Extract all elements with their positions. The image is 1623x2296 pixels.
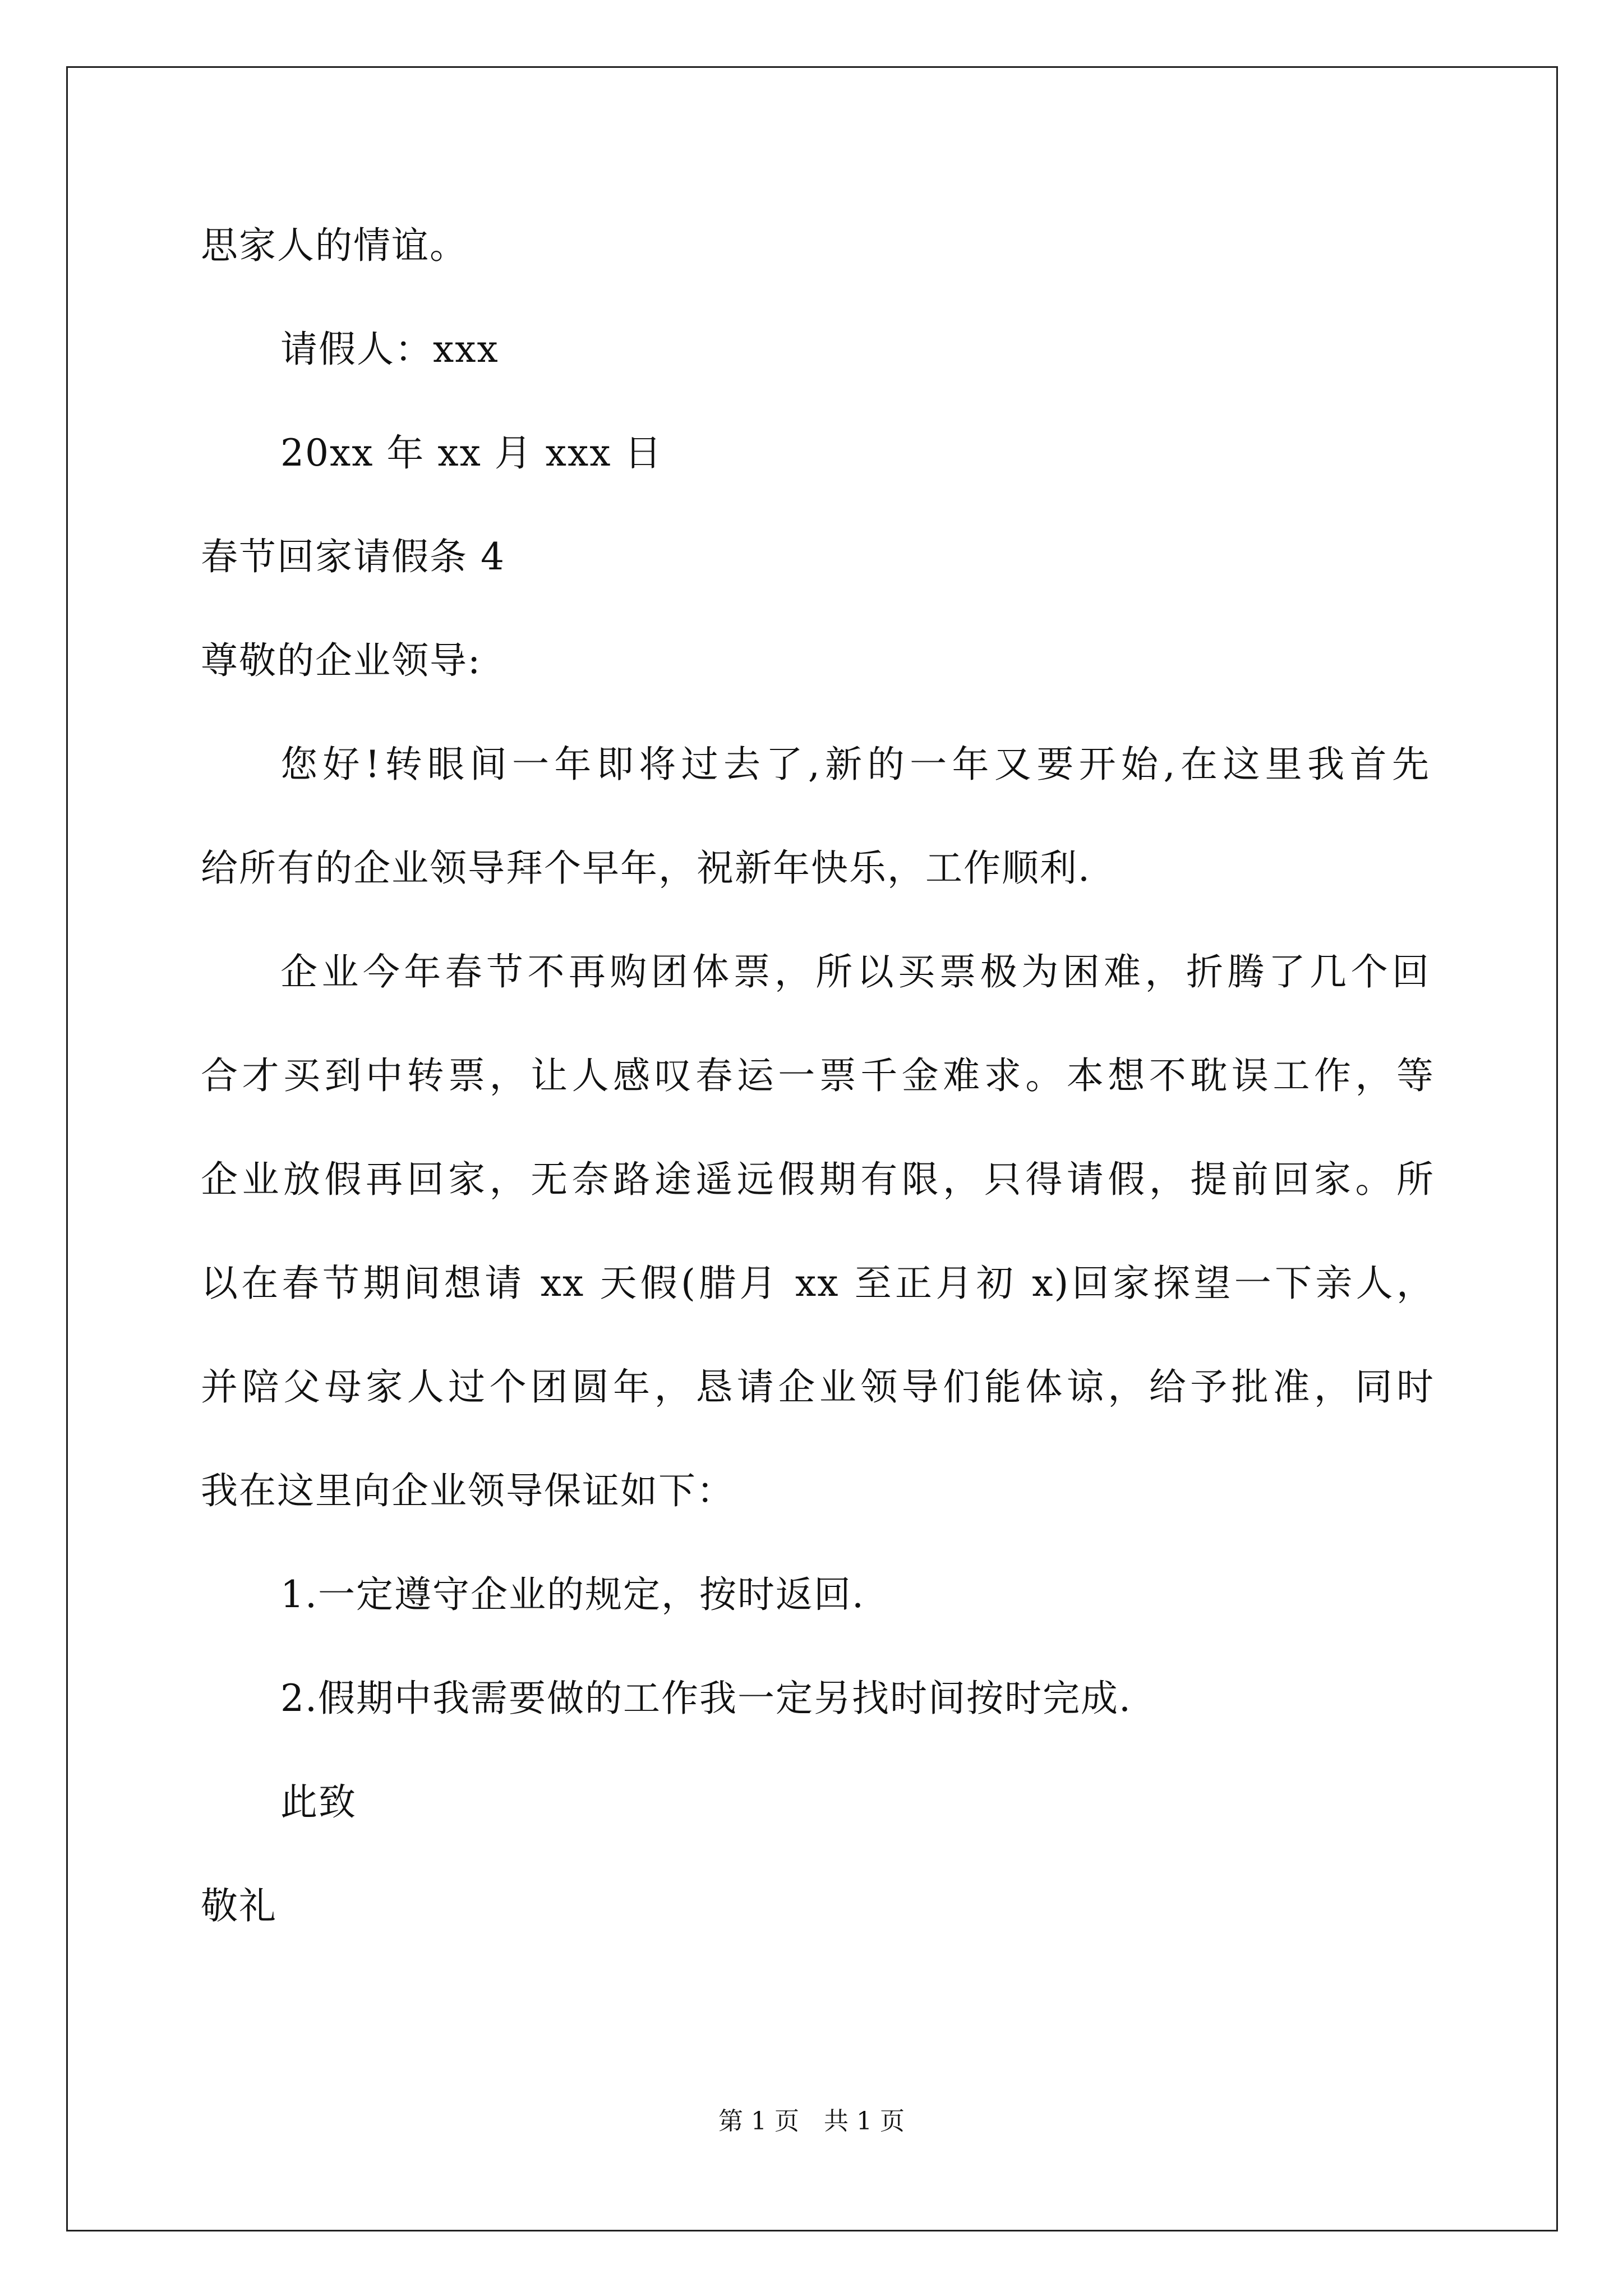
paragraph-2-line-1: 企业今年春节不再购团体票，所以买票极为困难，折腾了几个回: [280, 950, 1430, 993]
paragraph-2-line-6: 我在这里向企业领导保证如下：: [201, 1469, 735, 1512]
date-line: 20xx 年 xx 月 xxx 日: [280, 431, 663, 475]
section-title: 春节回家请假条 4: [201, 535, 505, 578]
closing-cizhi: 此致: [280, 1780, 357, 1824]
paragraph-2-line-3: 企业放假再回家，无奈路途遥远假期有限，只得请假，提前回家。所: [201, 1158, 1435, 1201]
pledge-item-1: 1.一定遵守企业的规定，按时返回.: [280, 1573, 865, 1616]
paragraph-1-line-2: 给所有的企业领导拜个早年，祝新年快乐，工作顺利.: [201, 846, 1091, 890]
page-footer: 第 1 页 共 1 页: [718, 2107, 905, 2136]
leave-applicant-line: 请假人：xxx: [280, 328, 499, 371]
closing-jingli: 敬礼: [201, 1884, 277, 1927]
paragraph-2-line-4: 以在春节期间想请 xx 天假(腊月 xx 至正月初 x)回家探望一下亲人，: [201, 1262, 1435, 1305]
page-border: [66, 66, 1558, 2231]
paragraph-2-line-2: 合才买到中转票，让人感叹春运一票千金难求。本想不耽误工作，等: [201, 1054, 1435, 1097]
paragraph-1-line-1: 您好!转眼间一年即将过去了,新的一年又要开始,在这里我首先: [280, 743, 1430, 786]
pledge-item-2: 2.假期中我需要做的工作我一定另找时间按时完成.: [280, 1677, 1132, 1720]
text-line-1: 思家人的情谊。: [201, 224, 468, 267]
paragraph-2-line-5: 并陪父母家人过个团圆年，恳请企业领导们能体谅，给予批准，同时: [201, 1365, 1435, 1409]
salutation: 尊敬的企业领导:: [201, 639, 482, 682]
